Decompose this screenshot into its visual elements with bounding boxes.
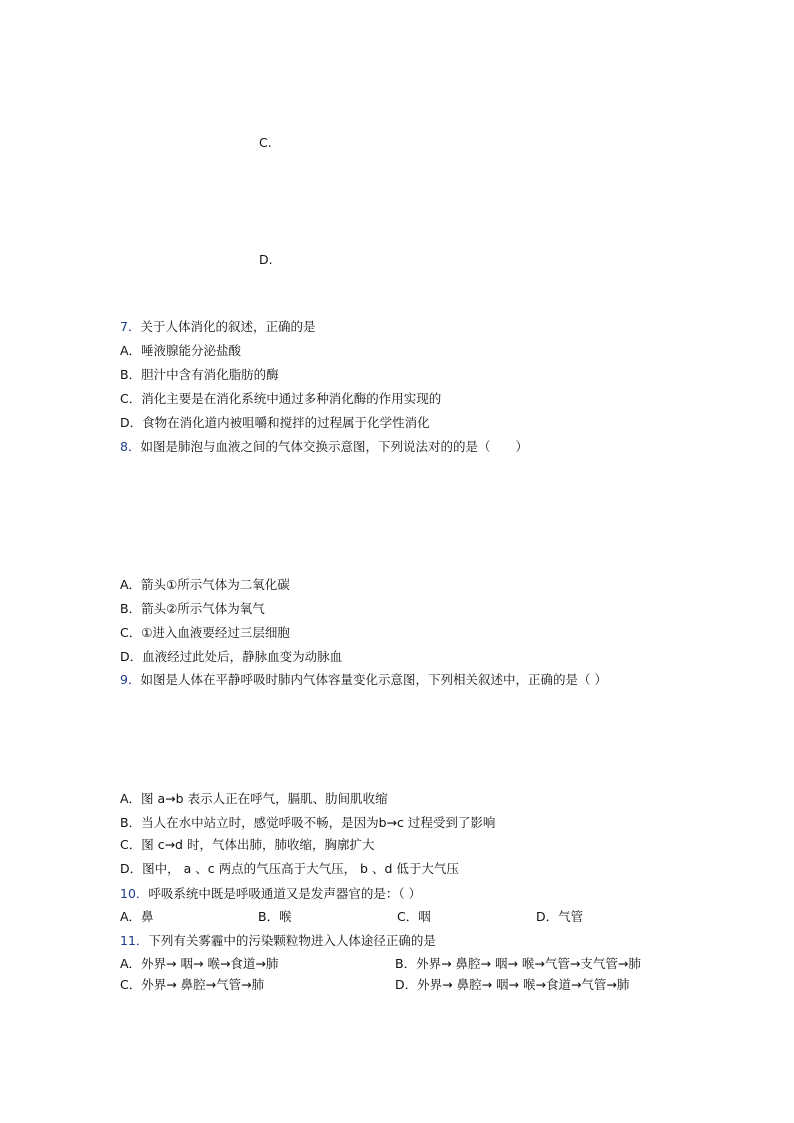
q7-option-c: C．消化主要是在消化系统中通过多种消化酶的作用实现的	[120, 391, 442, 406]
q9-option-b: B．当人在水中站立时，感觉呼吸不畅，是因为b→c 过程受到了影响	[120, 815, 496, 830]
q10-stem-line: 10．呼吸系统中既是呼吸通道又是发声器官的是：（ ）	[120, 886, 422, 901]
q7-option-b: B．胆汁中含有消化脂肪的酶	[120, 367, 279, 382]
q8-option-d: D．血液经过此处后，静脉血变为动脉血	[120, 649, 343, 664]
q10-options-row	[120, 909, 680, 927]
q9-stem-line: 9．如图是人体在平静呼吸时肺内气体容量变化示意图，下列相关叙述中，正确的是（ ）	[120, 672, 607, 687]
q7-stem: 关于人体消化的叙述，正确的是	[140, 319, 316, 334]
q6-option-c: C.	[259, 135, 272, 150]
q7-option-d: D．食物在消化道内被咀嚼和搅拌的过程属于化学性消化	[120, 415, 430, 430]
q10-number: 10	[120, 886, 136, 901]
q8-stem-line: 8．如图是肺泡与血液之间的气体交换示意图，下列说法对的的是（ ）	[120, 439, 528, 454]
q10-option-a: A．鼻	[120, 909, 154, 924]
q8-stem: 如图是肺泡与血液之间的气体交换示意图，下列说法对的的是（ ）	[140, 439, 528, 454]
q9-stem: 如图是人体在平静呼吸时肺内气体容量变化示意图，下列相关叙述中，正确的是（ ）	[140, 672, 607, 687]
q8-option-c: C．①进入血液要经过三层细胞	[120, 625, 290, 640]
q7-option-a: A．唾液腺能分泌盐酸	[120, 343, 242, 358]
q9-option-d: D．图中， a 、c 两点的气压高于大气压， b 、d 低于大气压	[120, 861, 459, 876]
q10-option-b: B．喉	[258, 909, 292, 924]
q10-stem: 呼吸系统中既是呼吸通道又是发声器官的是：（ ）	[148, 886, 422, 901]
q11-option-d: D．外界→ 鼻腔→ 咽→ 喉→食道→气管→肺	[395, 977, 630, 992]
q8-option-a: A．箭头①所示气体为二氧化碳	[120, 577, 290, 592]
q11-number: 11	[120, 933, 136, 948]
q11-stem: 下列有关雾霾中的污染颗粒物进入人体途径正确的是	[148, 933, 436, 948]
q7-number: 7	[120, 319, 128, 334]
q9-option-c: C．图 c→d 时，气体出肺，肺收缩，胸廓扩大	[120, 837, 375, 852]
q11-stem-line: 11．下列有关雾霾中的污染颗粒物进入人体途径正确的是	[120, 933, 436, 948]
q10-option-c: C．咽	[397, 909, 431, 924]
q9-option-a: A．图 a→b 表示人正在呼气，膈肌、肋间肌收缩	[120, 791, 388, 806]
q8-number: 8	[120, 439, 128, 454]
q8-option-b: B．箭头②所示气体为氧气	[120, 601, 265, 616]
q9-number: 9	[120, 672, 128, 687]
q11-options-row-2	[120, 977, 680, 995]
q7-stem-line: 7．关于人体消化的叙述，正确的是	[120, 319, 316, 334]
q6-option-d: D.	[259, 252, 273, 267]
q11-option-b: B．外界→ 鼻腔→ 咽→ 喉→气管→支气管→肺	[395, 956, 641, 971]
q11-option-c: C．外界→ 鼻腔→气管→肺	[120, 977, 265, 992]
q11-options-row-1	[120, 956, 680, 974]
q11-option-a: A．外界→ 咽→ 喉→食道→肺	[120, 956, 279, 971]
q10-option-d: D．气管	[536, 909, 584, 924]
